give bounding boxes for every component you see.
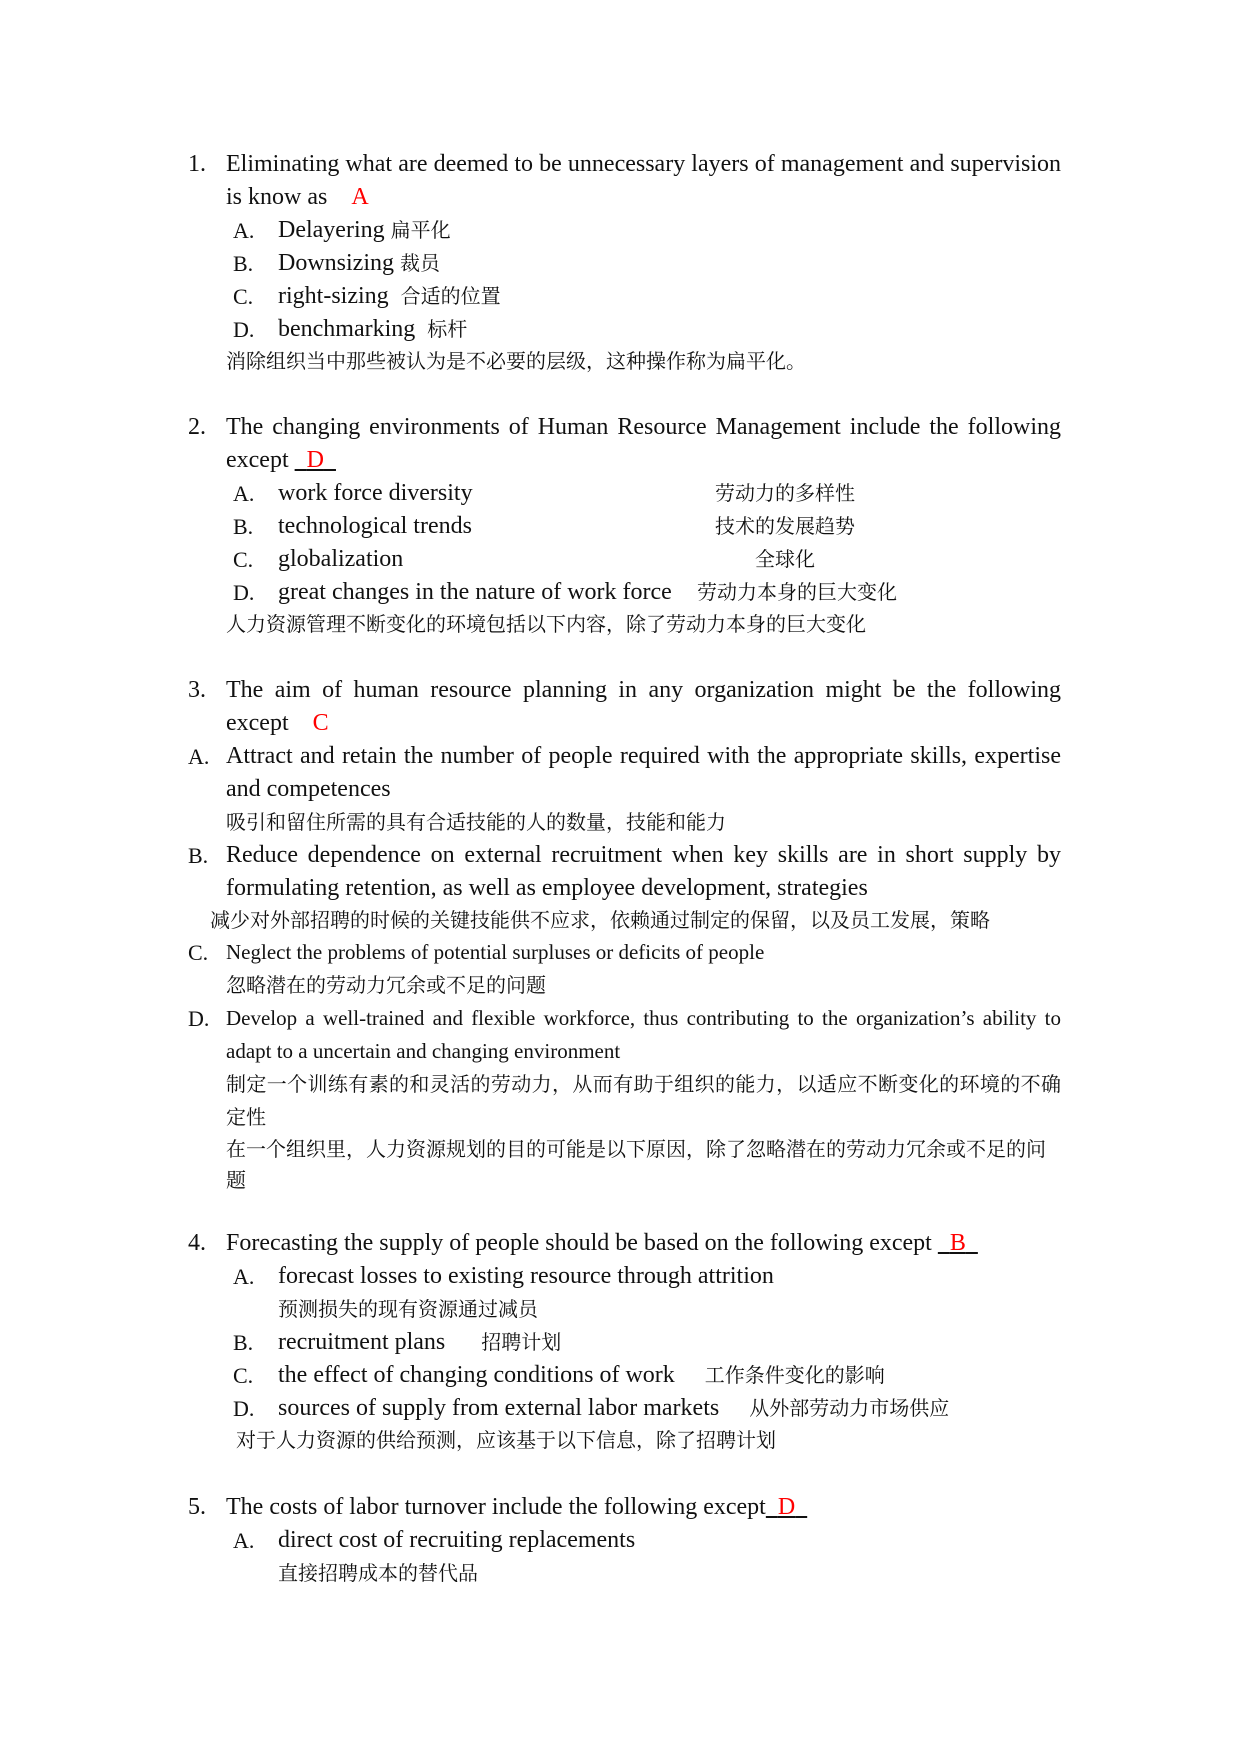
question-stem (188, 1491, 1061, 1524)
option-translation: 裁员 (400, 251, 440, 275)
option-translation: 从外部劳动力市场供应 (749, 1396, 950, 1420)
option-text: Neglect the problems of potential surpluses or deficits of people (226, 940, 765, 964)
question-stem (188, 148, 1061, 214)
question-text: Forecasting the supply of people should be based on the following except (226, 1230, 932, 1256)
question-number: 1. (188, 151, 206, 177)
answer-blank (766, 1494, 807, 1520)
answer-mark: D (306, 447, 324, 473)
option-a: A. direct cost of recruiting replacements 直接招聘成本的替代品 (233, 1527, 636, 1585)
question-stem (188, 674, 1061, 740)
answer-mark: C (312, 710, 329, 736)
question-text: Eliminating what are deemed to be unnecessary layers of management and supervision is know as (226, 151, 1061, 210)
question-stem (188, 1227, 1061, 1260)
option-text: forecast losses to existing resource through attrition (278, 1263, 774, 1289)
option-translation: 劳动力的多样性 (715, 481, 855, 505)
option-d: D. sources of supply from external labor markets 从外部劳动力市场供应 (233, 1395, 950, 1421)
option-text: the effect of changing conditions of work (278, 1362, 675, 1388)
question-1 (188, 148, 1061, 377)
option-text: direct cost of recruiting replacements (278, 1527, 636, 1553)
option-translation: 吸引和留住所需的具有合适技能的人的数量，技能和能力 (226, 810, 726, 834)
option-b: B. technological trends 技术的发展趋势 (233, 510, 1061, 543)
option-translation: 工作条件变化的影响 (704, 1363, 885, 1387)
option-d: D. great changes in the nature of work force 劳动力本身的巨大变化 (233, 576, 1061, 609)
option-text: technological trends (278, 513, 472, 539)
option-c: C. the effect of changing conditions of work 工作条件变化的影响 (233, 1362, 885, 1388)
question-number: 3. (188, 677, 206, 703)
option-d: D. Develop a well-trained and flexible workforce, thus contributing to the organization’s ability to adapt to a uncertain and changing environment 制定一个训练有素的和灵活的劳动力，从而有助于组织的能力，以适应不断变化的环境的不确定性 (188, 1006, 1061, 1129)
option-b: B. recruitment plans 招聘计划 (233, 1329, 562, 1355)
question-2 (188, 411, 1061, 640)
question-4 (188, 1227, 1061, 1456)
question-number: 2. (188, 414, 206, 440)
question-explanation: 消除组织当中那些被认为是不必要的层级，这种操作称为扁平化。 (226, 349, 806, 373)
option-a: A. work force diversity 劳动力的多样性 (233, 477, 1061, 510)
option-translation: 预测损失的现有资源通过减员 (278, 1297, 538, 1321)
question-explanation: 人力资源管理不断变化的环境包括以下内容，除了劳动力本身的巨大变化 (226, 612, 866, 636)
option-translation: 全球化 (755, 547, 815, 571)
answer-blank (295, 447, 336, 473)
option-text: great changes in the nature of work force (278, 579, 672, 605)
option-text: Develop a well-trained and flexible workforce, thus contributing to the organization’s ability to adapt to a uncertain and changing environment (226, 1006, 1061, 1063)
option-b: B. Downsizing 裁员 (233, 250, 440, 276)
question-text: The costs of labor turnover include the following except (226, 1494, 766, 1520)
option-translation: 制定一个训练有素的和灵活的劳动力，从而有助于组织的能力，以适应不断变化的环境的不确定性 (226, 1072, 1061, 1129)
answer-mark: D (777, 1494, 796, 1520)
option-text: Delayering (278, 217, 385, 243)
option-b: B. Reduce dependence on external recruitment when key skills are in short supply by formulating retention, as well as employee development, strategies (188, 839, 1061, 905)
option-c: C. globalization 全球化 (233, 543, 1061, 576)
question-text: The aim of human resource planning in any organization might be the following except (226, 677, 1061, 736)
option-translation: 减少对外部招聘的时候的关键技能供不应求，依赖通过制定的保留，以及员工发展，策略 (210, 908, 990, 932)
option-translation: 扁平化 (390, 218, 451, 242)
answer-mark: A (351, 184, 369, 210)
option-text: Attract and retain the number of people required with the appropriate skills, expertise and competences (226, 743, 1061, 802)
option-c: C. Neglect the problems of potential surpluses or deficits of people 忽略潜在的劳动力冗余或不足的问题 (188, 940, 765, 997)
answer-mark: B (949, 1230, 966, 1256)
option-translation: 忽略潜在的劳动力冗余或不足的问题 (226, 973, 546, 997)
option-a: A. Delayering 扁平化 (233, 217, 451, 243)
question-explanation: 对于人力资源的供给预测，应该基于以下信息，除了招聘计划 (236, 1428, 776, 1452)
option-text: work force diversity (278, 480, 473, 506)
option-text: sources of supply from external labor markets (278, 1395, 720, 1421)
option-a: A. forecast losses to existing resource through attrition 预测损失的现有资源通过减员 (233, 1263, 774, 1321)
question-text: The changing environments of Human Resource Management include the following except (226, 414, 1061, 473)
option-translation: 合适的位置 (400, 284, 501, 308)
question-number: 5. (188, 1494, 206, 1520)
option-translation: 招聘计划 (481, 1330, 562, 1354)
option-a: A. Attract and retain the number of people required with the appropriate skills, expertise and competences 吸引和留住所需的具有合适技能的人的数量，技能和能力 (188, 743, 1061, 834)
question-explanation: 在一个组织里，人力资源规划的目的可能是以下原因，除了忽略潜在的劳动力冗余或不足的问题 (226, 1137, 1046, 1192)
option-translation: 劳动力本身的巨大变化 (697, 580, 897, 604)
question-3 (188, 674, 1061, 1196)
question-number: 4. (188, 1230, 206, 1256)
option-text: Downsizing (278, 250, 394, 276)
option-text: benchmarking (278, 316, 416, 342)
option-text: globalization (278, 546, 404, 572)
option-text: Reduce dependence on external recruitment when key skills are in short supply by formulating retention, as well as employee development, strategies (226, 842, 1061, 901)
option-c: C. right-sizing 合适的位置 (233, 283, 501, 309)
option-translation: 技术的发展趋势 (715, 514, 855, 538)
option-translation: 标杆 (427, 317, 468, 341)
option-text: recruitment plans (278, 1329, 446, 1355)
question-5 (188, 1491, 1061, 1590)
question-stem (188, 411, 1061, 477)
option-text: right-sizing (278, 283, 389, 309)
option-translation: 直接招聘成本的替代品 (278, 1561, 478, 1585)
answer-blank (938, 1230, 978, 1256)
option-d: D. benchmarking 标杆 (233, 316, 468, 342)
